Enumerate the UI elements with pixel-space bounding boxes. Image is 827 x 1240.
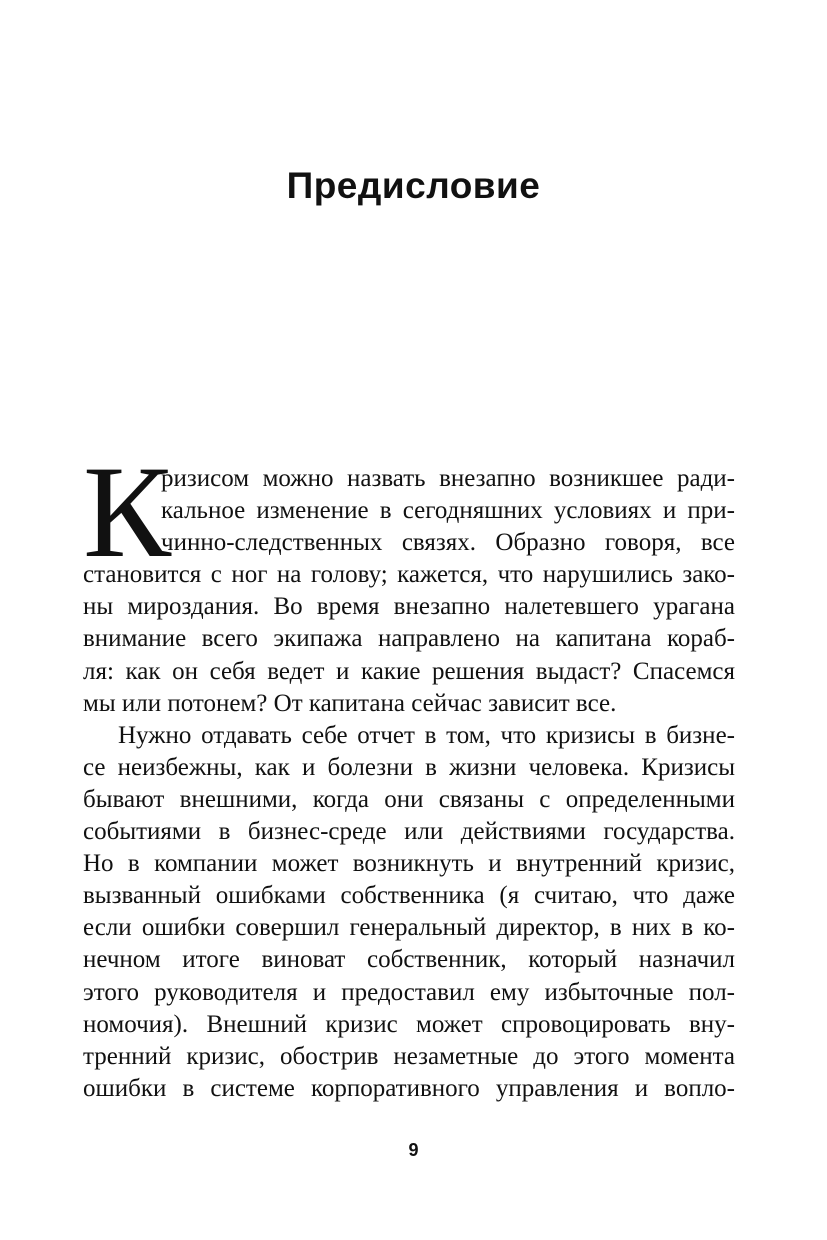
body-text — [83, 463, 735, 1105]
text-line: Нужно отдавать себе отчет в том, что кризисы в бизне- — [118, 721, 735, 749]
text-line: становится с ног на голову; кажется, что нарушились зако- — [83, 561, 735, 589]
page-title: Предисловие — [286, 165, 541, 206]
text-line: номочия). Внешний кризис может спровоцировать вну- — [83, 1010, 735, 1038]
text-line: бывают внешними, когда они связаны с определенными — [83, 785, 735, 813]
text-line: тренний кризис, обострив незаметные до этого момента — [83, 1042, 735, 1070]
text-line: кальное изменение в сегодняшних условиях и при- — [161, 497, 735, 525]
text-line: ошибки в системе корпоративного управления и вопло- — [83, 1074, 735, 1102]
text-line: вызванный ошибками собственника (я считаю, что даже — [83, 882, 735, 910]
text-line: если ошибки совершил генеральный директор, в них в ко- — [83, 914, 735, 942]
text-line: чинно-следственных связях. Образно говоря, все — [161, 529, 735, 557]
text-line: се неизбежны, как и болезни в жизни человека. Кризисы — [83, 753, 735, 781]
text-line: событиями в бизнес-среде или действиями государства. — [83, 818, 735, 846]
text-line: внимание всего экипажа направлено на капитана кораб- — [83, 625, 735, 653]
page-number: 9 — [408, 1140, 419, 1160]
text-line: Но в компании может возникнуть и внутренний кризис, — [83, 850, 735, 878]
text-line: этого руководителя и предоставил ему избыточные пол- — [83, 978, 735, 1006]
text-line: ля: как он себя ведет и какие решения выдаст? Спасемся — [83, 657, 735, 685]
text-line: ризисом можно назвать внезапно возникшее ради- — [161, 465, 735, 492]
text-line: ны мироздания. Во время внезапно налетевшего урагана — [83, 593, 735, 621]
drop-cap: К — [83, 438, 172, 585]
text-line: нечном итоге виноват собственник, который назначил — [83, 946, 735, 974]
text-line: мы или потонем? От капитана сейчас зависит все. — [83, 689, 617, 717]
